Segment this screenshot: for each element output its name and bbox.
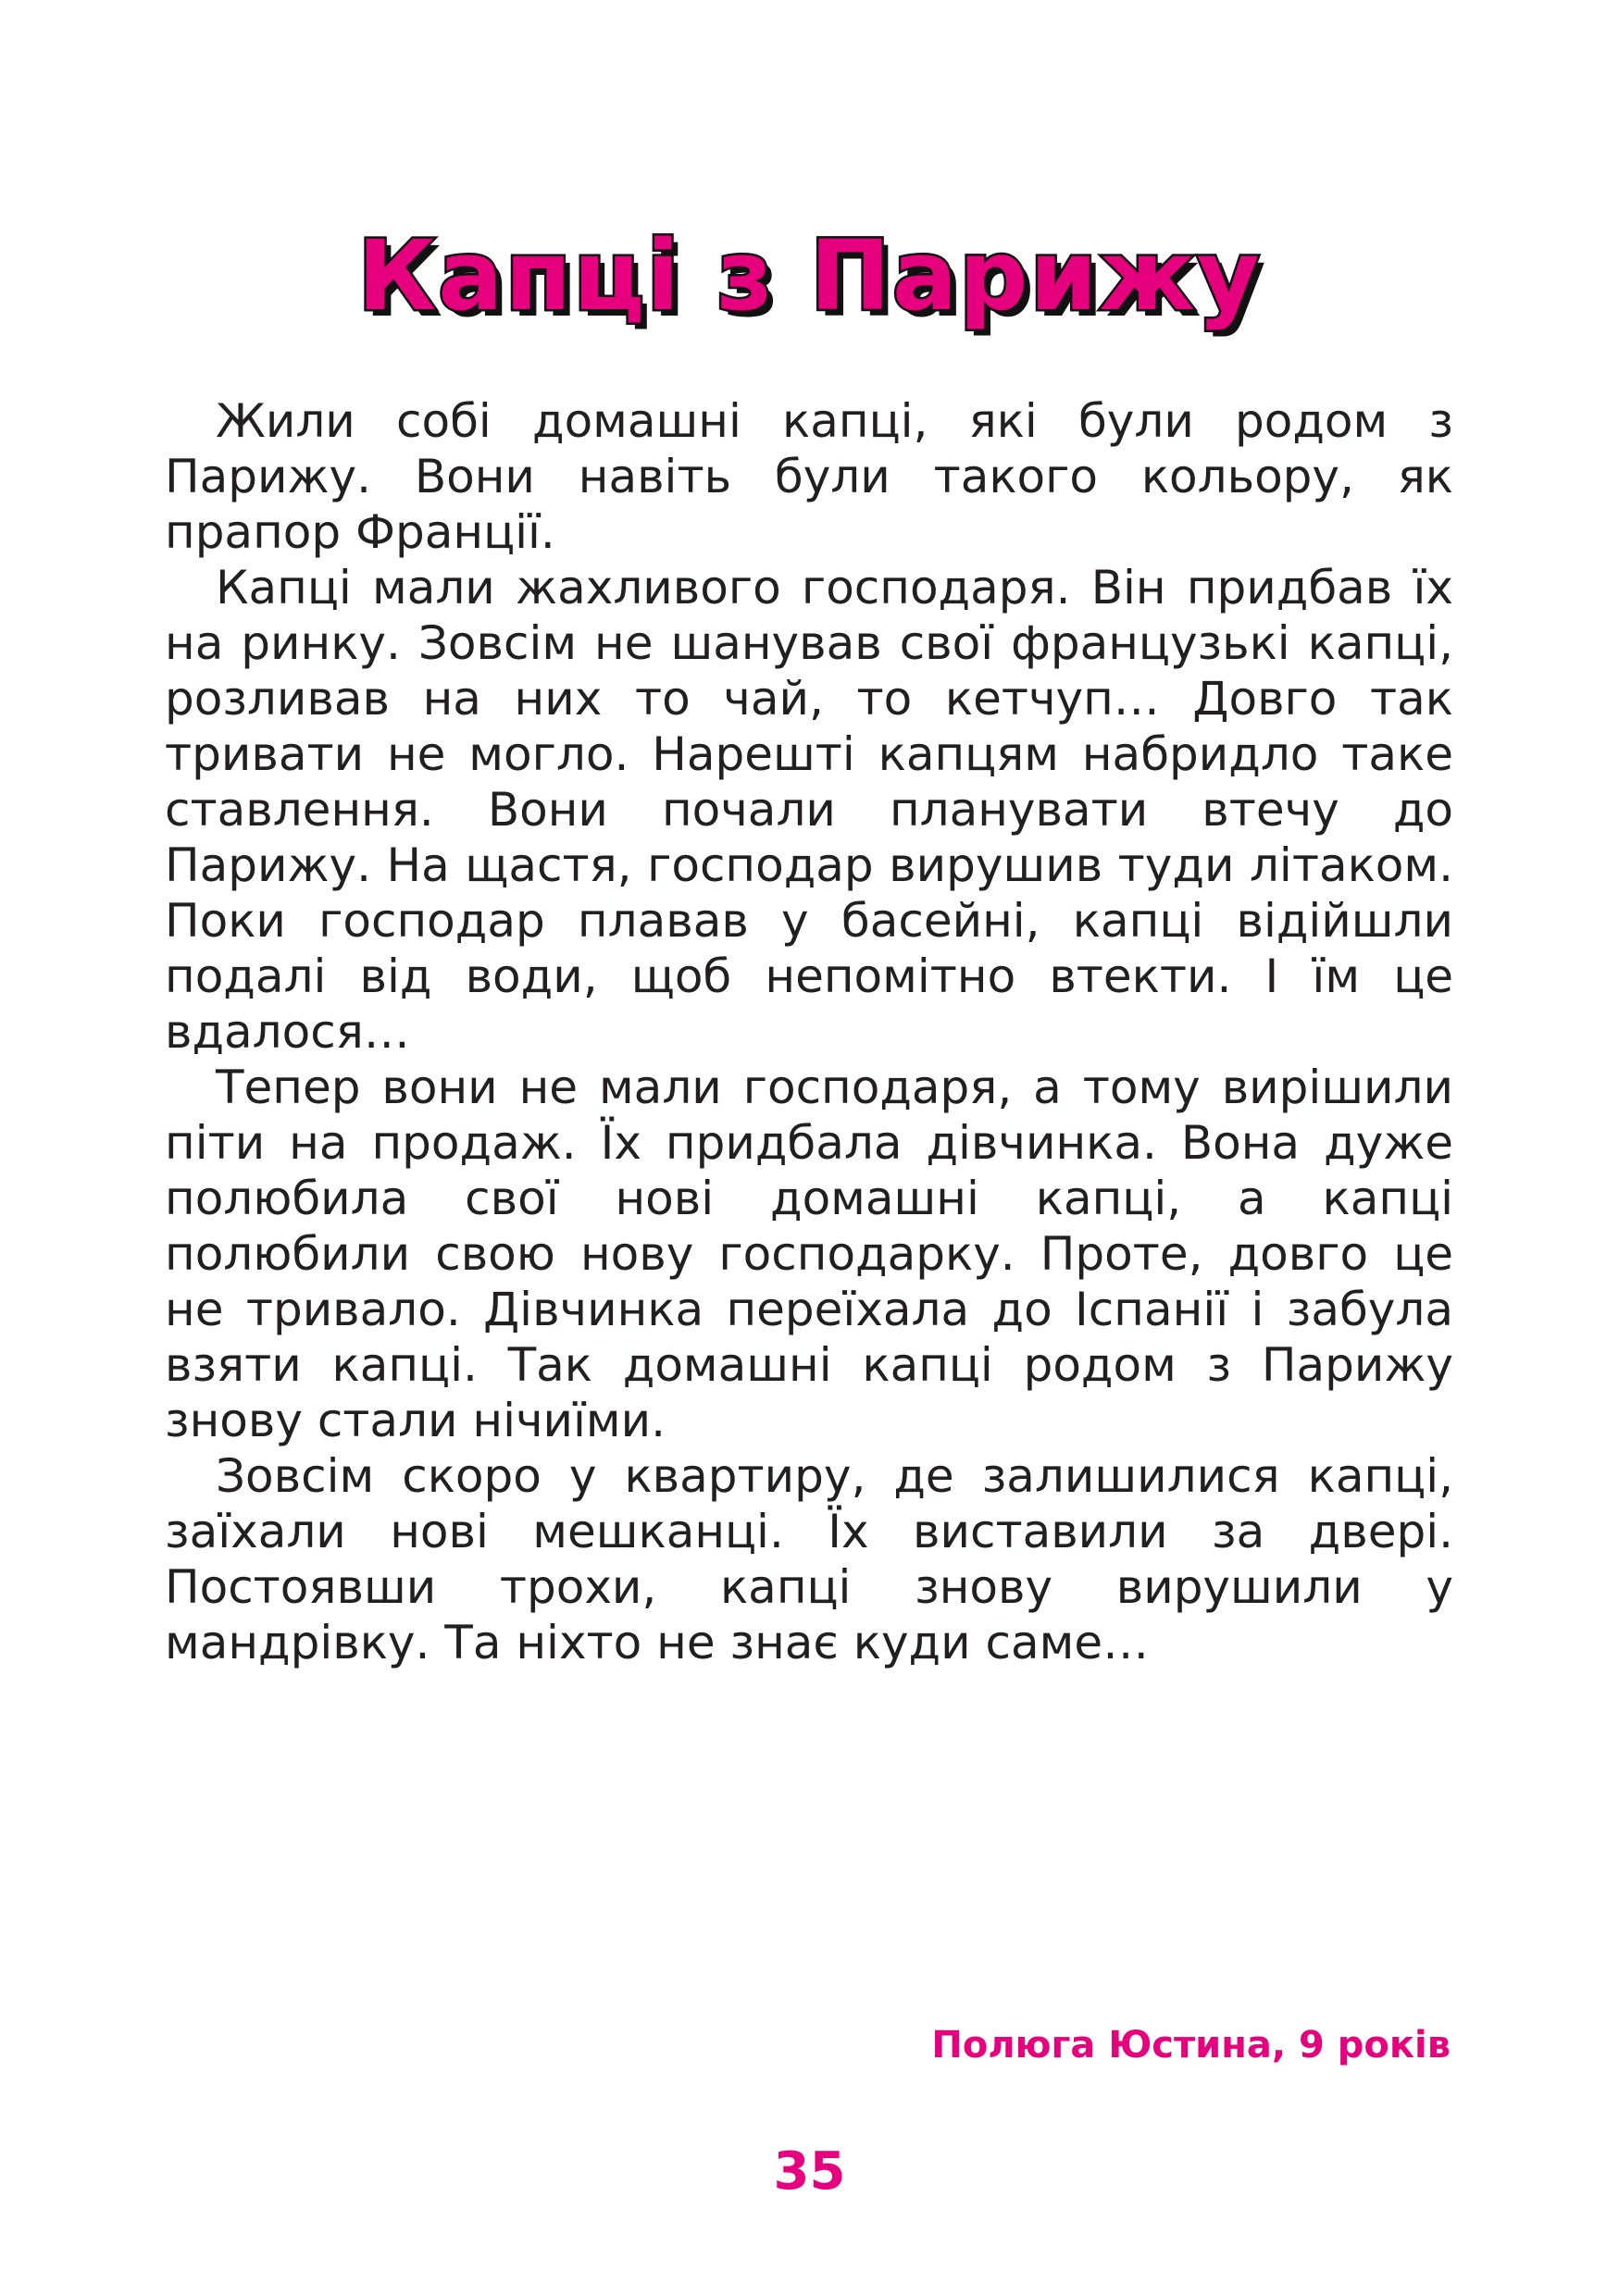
story-paragraph-3: Тепер вони не мали господаря, а тому вирішили піти на продаж. Їх придбала дівчинка. Вона дуже полюбила свої нові домашні капці, а капці полюбили свою нову господарку. Проте, довго це не тривало. Дівчинка переїхала до Іспанії і забула взяти капці. Так домашні капці родом з Парижу знову стали нічиїми. <box>165 1061 1453 1447</box>
story-paragraph-2: Капці мали жахливого господаря. Він придбав їх на ринку. Зовсім не шанував свої французькі капці, розливав на них то чай, то кетчуп… Довго так тривати не могло. Нарешті капцям набридло таке ставлення. Вони почали планувати втечу до Парижу. На щастя, господар вирушив туди літаком. Поки господар плавав у басейні, капці відійшли подалі від води, щоб непомітно втекти. І їм це вдалося… <box>165 561 1453 1059</box>
story-title: Капці з Парижу <box>357 219 1262 332</box>
author-credit: Полюга Юстина, 9 років <box>931 2024 1451 2066</box>
story-paragraph-4: Зовсім скоро у квартиру, де залишилися капці, заїхали нові мешканці. Їх виставили за двері. Постоявши трохи, капці знову вирушили у мандрівку. Та ніхто не знає куди саме… <box>165 1449 1453 1669</box>
story-body <box>165 393 1453 1670</box>
page-number: 35 <box>773 2141 846 2202</box>
story-paragraph-1: Жили собі домашні капці, які були родом з Парижу. Вони навіть були такого кольору, як прапор Франції. <box>165 394 1453 559</box>
